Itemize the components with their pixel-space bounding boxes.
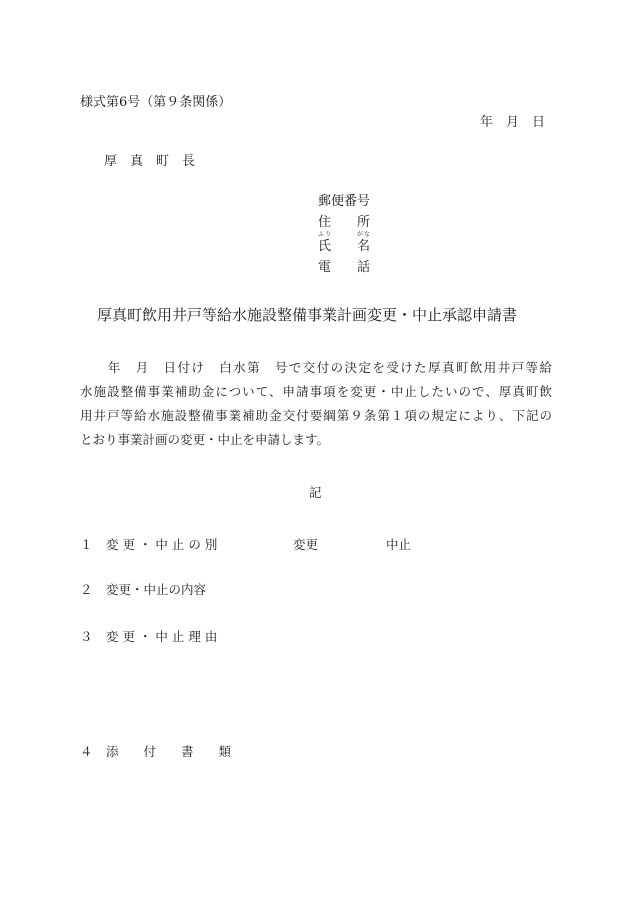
- name-label: 氏 名: [318, 239, 371, 254]
- name-ruby-first: ふり: [318, 231, 333, 238]
- item-1-number: １: [80, 537, 93, 552]
- item-4-label: 添 付 書 類: [106, 744, 232, 759]
- form-number: 様式第6号（第９条関係）: [80, 95, 232, 110]
- body-line: 年 月 日付け 白水第 号で交付の決定を受けた厚真町飲用井戸等給: [80, 360, 552, 375]
- body-line: とおり事業計画の変更・中止を申請します。: [80, 432, 330, 447]
- date-line: 年 月 日: [480, 115, 546, 130]
- name-ruby-second: がな: [357, 231, 372, 238]
- item-1-label: 変 更 ・ 中 止 の 別: [106, 537, 218, 552]
- body-line: 用井戸等給水施設整備事業補助金交付要綱第９条第１項の規定により、下記の: [80, 408, 552, 423]
- body-text: [80, 356, 552, 452]
- body-line: 水施設整備事業補助金について、申請事項を変更・中止したいので、厚真町飲: [80, 384, 552, 399]
- item-4-number: ４: [80, 744, 93, 759]
- option-change: 変更: [293, 537, 319, 552]
- option-stop: 中止: [386, 537, 412, 552]
- item-3-number: ３: [80, 629, 93, 644]
- item-2-label: 変更・中止の内容: [106, 582, 207, 597]
- document-title: 厚真町飲用井戸等給水施設整備事業計画変更・中止承認申請書: [97, 306, 518, 324]
- address-label: 住 所: [318, 215, 371, 230]
- ki-heading: 記: [309, 485, 322, 500]
- postal-code-label: 郵便番号: [318, 194, 371, 209]
- item-3-label: 変 更 ・ 中 止 理 由: [106, 629, 218, 644]
- phone-label: 電 話: [318, 260, 371, 275]
- item-2-number: ２: [80, 582, 93, 597]
- addressee: 厚 真 町 長: [104, 154, 196, 169]
